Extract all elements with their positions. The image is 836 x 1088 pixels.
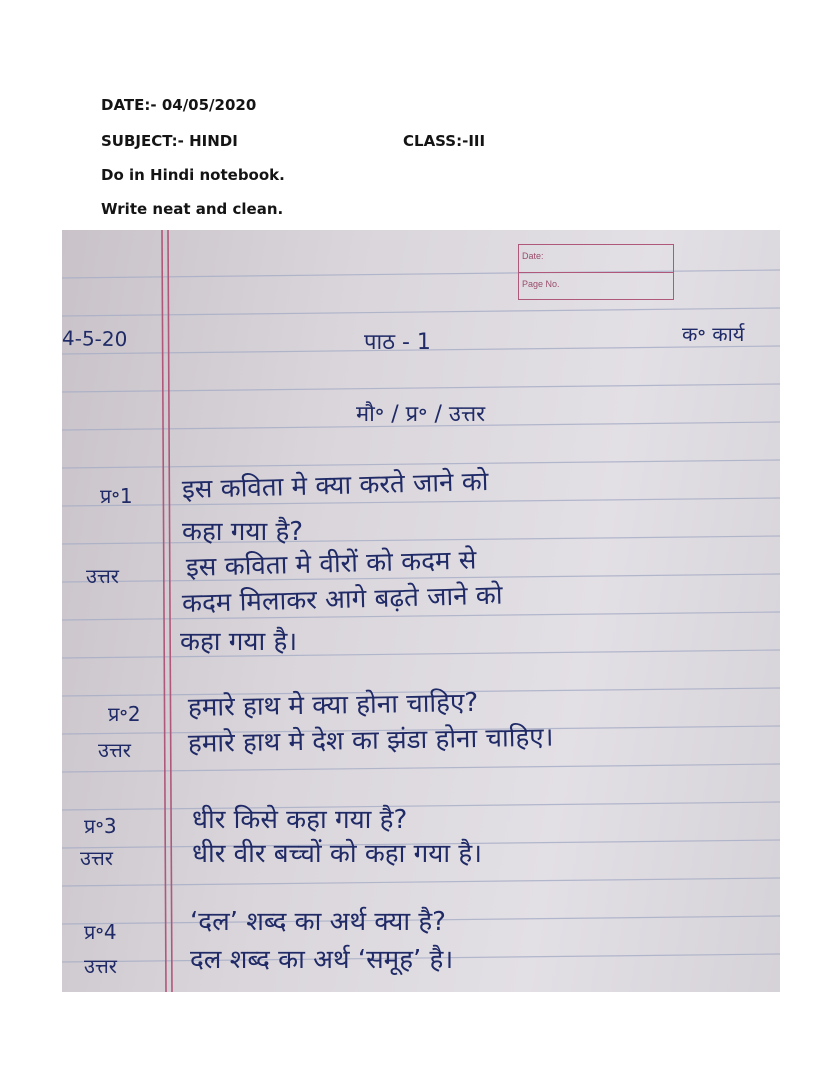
- question-2-line-1: हमारे हाथ मे क्या होना चाहिए?: [187, 687, 479, 723]
- page-box-date-label: Date:: [519, 245, 673, 273]
- page-box-page-label: Page No.: [522, 279, 560, 289]
- class-line: CLASS:-III: [403, 132, 486, 150]
- work-type: क॰ कार्य: [682, 322, 745, 346]
- answer-1-line-1: इस कविता मे वीरों को कदम से: [185, 545, 477, 583]
- answer-label-2: उत्तर: [98, 738, 131, 762]
- answer-2-line-1: हमारे हाथ मे देश का झंडा होना चाहिए।: [187, 722, 554, 759]
- question-label-2: प्र॰2: [108, 702, 141, 726]
- answer-label-3: उत्तर: [80, 846, 113, 870]
- question-1-line-1: इस कविता मे क्या करते जाने को: [181, 466, 489, 505]
- answer-1-line-2: कदम मिलाकर आगे बढ़ते जाने को: [181, 580, 503, 619]
- lesson-title: पाठ - 1: [364, 330, 431, 355]
- entry-date: 4-5-20: [62, 326, 128, 352]
- question-3-line-1: धीर किसे कहा गया है?: [192, 805, 408, 835]
- question-label-1: प्र॰1: [100, 484, 133, 508]
- date-line: DATE:- 04/05/2020: [101, 96, 257, 114]
- instruction-line-1: Do in Hindi notebook.: [101, 166, 285, 184]
- answer-4-line-1: दल शब्द का अर्थ ‘समूह’ है।: [190, 945, 454, 975]
- answer-label-4: उत्तर: [84, 954, 117, 978]
- question-label-4: प्र॰4: [84, 920, 117, 944]
- question-1-line-2: कहा गया है?: [182, 517, 304, 547]
- section-heading: मौ॰ / प्र॰ / उत्तर: [356, 402, 486, 427]
- question-label-3: प्र॰3: [84, 814, 117, 838]
- answer-3-line-1: धीर वीर बच्चों को कहा गया है।: [192, 839, 482, 869]
- question-4-line-1: ‘दल’ शब्द का अर्थ क्या है?: [190, 907, 446, 937]
- page-box: [518, 244, 674, 300]
- instruction-line-2: Write neat and clean.: [101, 200, 284, 218]
- answer-1-line-3: कहा गया है।: [180, 627, 298, 657]
- subject-line: SUBJECT:- HINDI: [101, 132, 238, 150]
- answer-label-1: उत्तर: [86, 564, 119, 588]
- notebook-photo: [62, 230, 780, 992]
